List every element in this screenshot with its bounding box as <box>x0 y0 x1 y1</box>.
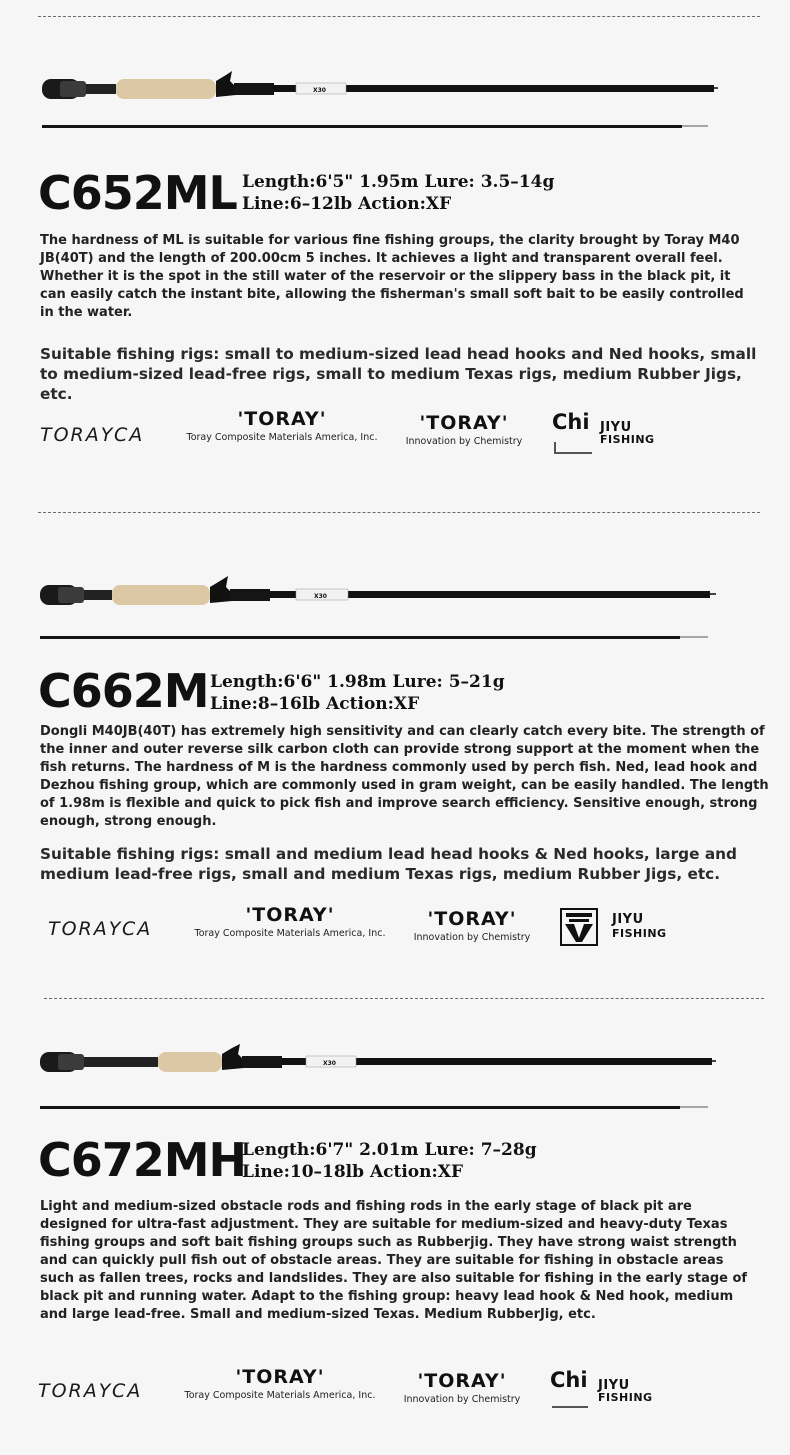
toray-cma-logo <box>192 904 388 939</box>
toray-cma-tagline: Toray Composite Materials America, Inc. <box>186 432 378 443</box>
rod-image <box>0 65 790 140</box>
torayca-logo: TORAYCA <box>48 918 153 940</box>
toray-innovation-tagline: Innovation by Chemistry <box>413 932 531 943</box>
product-description: Dongli M40JB(40T) has extremely high sensitivity and can clearly catch every bite. The strength of the inner and outer reverse silk carbon cloth can provide strong support at the moment when the fish returns. The hardness of M is the hardness commonly used by perch fish. Ned, lead hook and Dezhou fishing group, which are commonly used in gram weight, can be easily handled. The length of 1.98m is flexible and quick to pick fish and improve search efficiency. Sensitive enough, strong enough, strong enough. <box>40 724 769 829</box>
suitable-rigs: Suitable fishing rigs: small to medium-sized lead head hooks and Ned hooks, small to medium-sized lead-free rigs, small to medium Texas rigs, medium Rubber Jigs, etc. <box>40 345 757 403</box>
toray-logo-mark: 'TORAY' <box>417 1370 507 1392</box>
spec-length-lure: Length:6'6" 1.98m Lure: 5–21g <box>210 672 505 692</box>
logo-fragment-icon <box>554 442 592 454</box>
chi-text: Chi <box>552 410 590 434</box>
toray-innovation-logo <box>400 1370 524 1405</box>
toray-cma-logo <box>184 408 380 443</box>
spec-line-action: Line:6–12lb Action:XF <box>242 194 452 214</box>
toray-logo-mark: 'TORAY' <box>245 904 335 926</box>
jiyu-fishing-logo <box>560 908 670 948</box>
jiyu-text: JIYU <box>598 1378 630 1393</box>
rod-image <box>0 1040 790 1120</box>
torayca-logo: TORAYCA <box>40 424 145 446</box>
jiyu-text: JIYU <box>600 420 632 435</box>
chi-text: Chi <box>550 1368 588 1392</box>
section-divider <box>38 16 760 17</box>
jiyu-text: JIYU <box>612 912 644 927</box>
logo-fragment-icon <box>552 1398 588 1408</box>
fishing-text: FISHING <box>598 1391 653 1404</box>
fishing-text: FISHING <box>600 433 655 446</box>
svg-text:X30: X30 <box>323 1060 336 1067</box>
spec-length-lure: Length:6'7" 2.01m Lure: 7–28g <box>242 1140 537 1160</box>
spec-length-lure: Length:6'5" 1.95m Lure: 3.5–14g <box>242 172 555 192</box>
svg-text:X30: X30 <box>313 87 326 94</box>
product-description: The hardness of ML is suitable for various fine fishing groups, the clarity brought by Toray M40 JB(40T) and the length of 200.00cm 5 inches. It achieves a light and transparent overall feel. Whether it is the spot in the still water of the reservoir or the slippery bass in the black pit, it can easily catch the instant bite, allowing the fisherman's small soft bait to be easily controlled in the water. <box>40 233 744 320</box>
spec-line-action: Line:8–16lb Action:XF <box>210 694 420 714</box>
svg-text:X30: X30 <box>314 593 327 600</box>
jiyu-fishing-logo <box>552 412 662 456</box>
toray-innovation-logo <box>410 908 534 943</box>
product-description: Light and medium-sized obstacle rods and fishing rods in the early stage of black pit are designed for ultra-fast adjustment. They are suitable for medium-sized and heavy-duty Texas fishing groups and soft bait fishing groups such as Rubberjig. They have strong waist strength and can quickly pull fish out of obstacle areas. They are suitable for fishing in obstacle areas such as fallen trees, rocks and landslides. They are also suitable for fishing in the early stage of black pit and running water. Adapt to the fishing group: heavy lead hook & Ned hook, medium and large lead-free. Small and medium-sized Texas. Medium RubberJig, etc. <box>40 1199 748 1322</box>
toray-cma-logo <box>182 1366 378 1401</box>
suitable-rigs: Suitable fishing rigs: small and medium lead head hooks & Ned hooks, large and medium lead-free rigs, small and medium Texas rigs, medium Rubber Jigs, etc. <box>40 845 737 883</box>
toray-cma-tagline: Toray Composite Materials America, Inc. <box>194 928 386 939</box>
fishing-text: FISHING <box>612 927 667 940</box>
rod-image <box>0 570 790 645</box>
model-name: C652ML <box>38 166 237 220</box>
toray-innovation-tagline: Innovation by Chemistry <box>403 1394 521 1405</box>
spec-line-action: Line:10–18lb Action:XF <box>242 1162 464 1182</box>
jiyu-fishing-logo <box>550 1370 660 1410</box>
toray-innovation-logo <box>402 412 526 447</box>
torayca-logo: TORAYCA <box>38 1380 143 1402</box>
model-name: C672MH <box>38 1133 247 1187</box>
jiyu-emblem-icon <box>560 908 598 946</box>
toray-logo-mark: 'TORAY' <box>419 412 509 434</box>
toray-logo-mark: 'TORAY' <box>427 908 517 930</box>
section-divider <box>38 512 760 513</box>
toray-innovation-tagline: Innovation by Chemistry <box>405 436 523 447</box>
model-name: C662M <box>38 664 209 718</box>
toray-logo-mark: 'TORAY' <box>237 408 327 430</box>
toray-cma-tagline: Toray Composite Materials America, Inc. <box>184 1390 376 1401</box>
section-divider <box>44 998 764 999</box>
toray-logo-mark: 'TORAY' <box>235 1366 325 1388</box>
